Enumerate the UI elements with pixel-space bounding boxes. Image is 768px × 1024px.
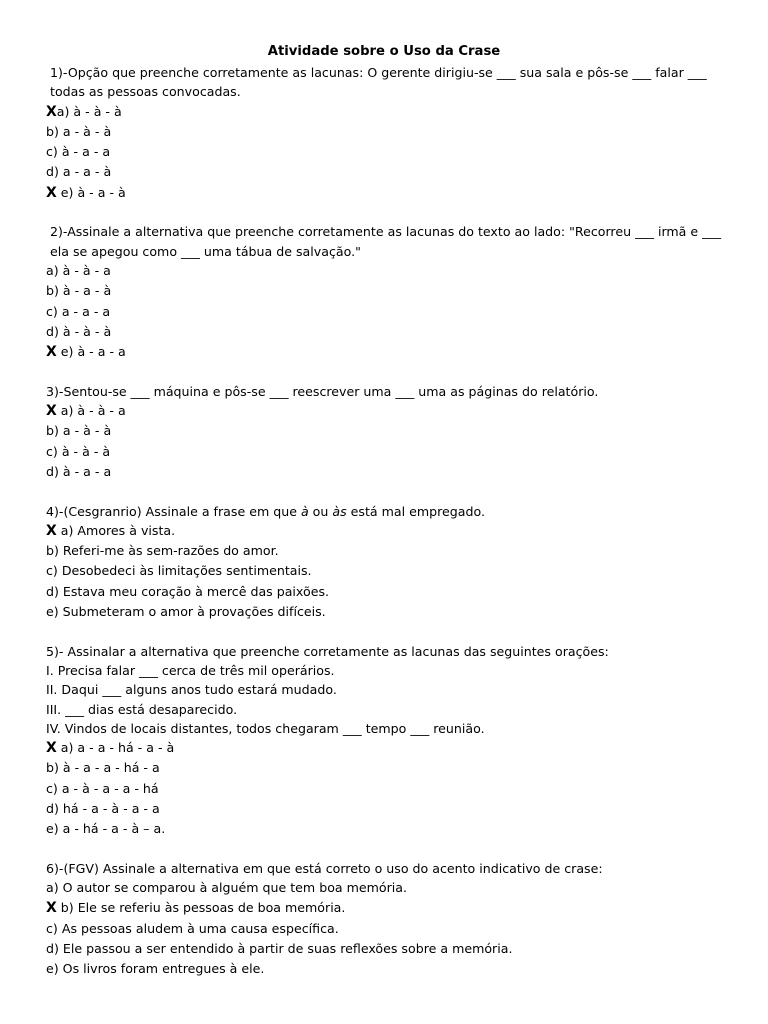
option-text: a) a - a - há - a - à <box>56 740 175 756</box>
question-4 <box>46 502 730 623</box>
option-text: d) à - a - a <box>46 463 112 479</box>
option <box>46 162 730 182</box>
prompt-italic-term: à <box>300 503 309 519</box>
option-text: d) Ele passou a ser entendido à partir de suas reflexões sobre a memória. <box>46 941 513 957</box>
option-text: a) O autor se comparou à alguém que tem boa memória. <box>46 880 408 896</box>
option <box>46 122 730 142</box>
option-text: a) Amores à vista. <box>56 522 176 538</box>
option <box>46 919 730 939</box>
option <box>46 819 730 839</box>
prompt-italic-term: às <box>332 503 347 519</box>
question-prompt <box>46 502 730 521</box>
option-text: d) à - à - à <box>46 323 112 339</box>
option <box>46 102 730 122</box>
option <box>46 183 730 203</box>
option-text: c) As pessoas aludem à uma causa específica. <box>46 920 339 936</box>
option-text: b) Ele se referiu às pessoas de boa memória. <box>56 900 346 916</box>
option <box>46 878 730 898</box>
option-text: e) Submeteram o amor à provações difíceis. <box>46 604 326 620</box>
sentence: IV. Vindos de locais distantes, todos chegaram ___ tempo ___ reunião. <box>46 720 485 736</box>
question-prompt: 3)-Sentou-se ___ máquina e pôs-se ___ reescrever uma ___ uma as páginas do relatório. <box>46 383 599 399</box>
option-text: c) Desobedeci às limitações sentimentais. <box>46 563 312 579</box>
option <box>46 302 730 322</box>
prompt-text: ou <box>308 503 333 519</box>
question-3 <box>46 382 730 482</box>
answer-mark: X <box>46 103 57 120</box>
option <box>46 738 730 758</box>
sentence: I. Precisa falar ___ cerca de três mil operários. <box>46 662 335 678</box>
option-text: b) a - à - à <box>46 123 112 139</box>
page-title: Atividade sobre o Uso da Crase <box>267 44 501 59</box>
answer-mark: X <box>46 403 57 420</box>
option-text: b) à - a - à <box>46 283 112 299</box>
option-text: c) a - à - a - a - há <box>46 780 159 796</box>
sentence: II. Daqui ___ alguns anos tudo estará mudado. <box>46 682 337 698</box>
document-body <box>46 63 730 999</box>
prompt-text: está mal empregado. <box>346 503 485 519</box>
option-text: b) Referi-me às sem-razões do amor. <box>46 543 279 559</box>
option-text: c) a - a - a <box>46 303 111 319</box>
question-5 <box>46 642 730 840</box>
option <box>46 602 730 622</box>
option-text: c) à - a - a <box>46 144 111 160</box>
option-text: e) a - há - a - à – a. <box>46 821 166 837</box>
answer-mark: X <box>46 344 57 361</box>
option <box>46 898 730 918</box>
option <box>46 322 730 342</box>
option-text: c) à - à - à <box>46 443 111 459</box>
option-text: a) à - à - a <box>56 403 126 419</box>
question-prompt: 2)-Assinale a alternativa que preenche corretamente as lacunas do texto ao lado: "Recorreu ___ irmã e ___ ela se apegou como ___ uma tábua de salvação." <box>50 224 722 259</box>
answer-mark: X <box>46 900 57 917</box>
option <box>46 142 730 162</box>
option-text: e) à - a - a <box>56 344 126 360</box>
option <box>46 799 730 819</box>
option-text: e) Os livros foram entregues à ele. <box>46 961 265 977</box>
question-6 <box>46 859 730 980</box>
prompt-text: 4)-(Cesgranrio) Assinale a frase em que <box>46 503 301 519</box>
question-prompt: 1)-Opção que preenche corretamente as lacunas: O gerente dirigiu-se ___ sua sala e pôs-se ___ falar ___ todas as pessoas convocadas. <box>50 65 707 100</box>
option-text: b) à - a - a - há - a <box>46 760 160 776</box>
option <box>46 939 730 959</box>
sentence: III. ___ dias está desaparecido. <box>46 701 238 717</box>
option <box>46 959 730 979</box>
option <box>46 521 730 541</box>
question-prompt: 6)-(FGV) Assinale a alternativa em que está correto o uso do acento indicativo de crase: <box>46 860 603 876</box>
option <box>46 779 730 799</box>
option-text: a) à - à - a <box>46 262 111 278</box>
option <box>46 561 730 581</box>
option <box>46 462 730 482</box>
answer-mark: X <box>46 522 57 539</box>
answer-mark: X <box>46 740 57 757</box>
option <box>46 342 730 362</box>
option <box>46 261 730 281</box>
option <box>46 758 730 778</box>
question-2 <box>46 222 730 362</box>
question-prompt: 5)- Assinalar a alternativa que preenche corretamente as lacunas das seguintes orações: <box>46 643 609 659</box>
option <box>46 281 730 301</box>
option-text: d) Estava meu coração à mercê das paixões. <box>46 583 330 599</box>
option-text: d) há - a - à - a - a <box>46 800 160 816</box>
option-text: d) a - a - à <box>46 164 112 180</box>
question-1 <box>46 63 730 203</box>
option-text: a) à - à - à <box>56 103 122 119</box>
option-text: b) a - à - à <box>46 423 112 439</box>
option <box>46 401 730 421</box>
option <box>46 421 730 441</box>
option <box>46 582 730 602</box>
option <box>46 442 730 462</box>
option <box>46 541 730 561</box>
option-text: e) à - a - à <box>56 184 126 200</box>
answer-mark: X <box>46 184 57 201</box>
